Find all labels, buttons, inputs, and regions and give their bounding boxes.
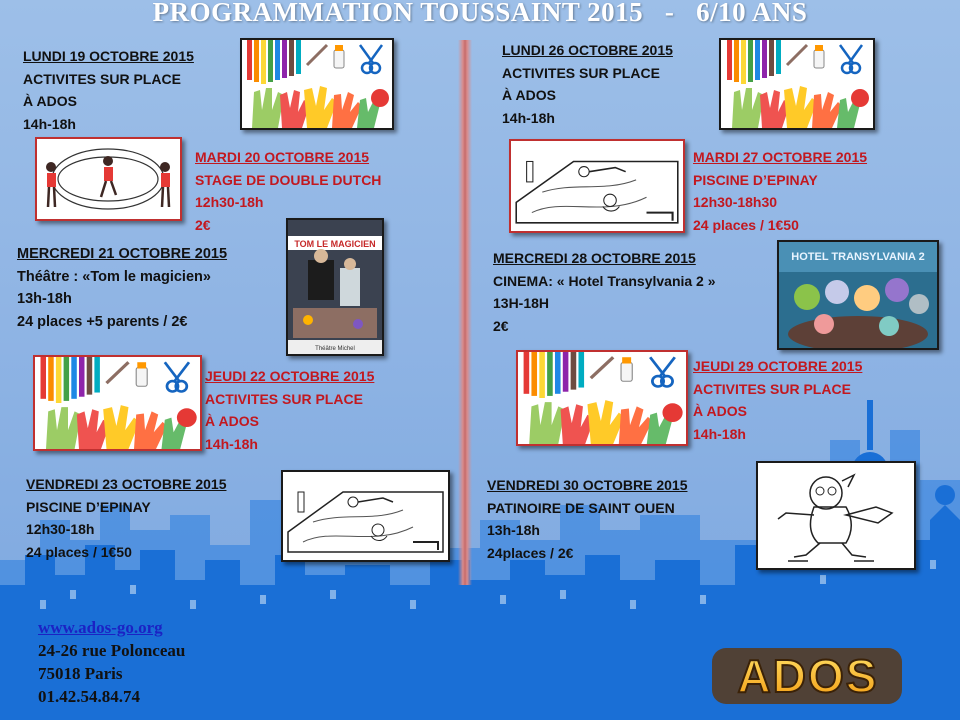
event-hours: 13h-18h [487, 522, 540, 538]
event-activity: ACTIVITES SUR PLACE [23, 70, 181, 87]
event-mardi-27 [693, 146, 867, 236]
event-activity: PATINOIRE DE SAINT OUEN [487, 499, 675, 516]
website-link[interactable]: www.ados-go.org [38, 618, 163, 637]
event-price: 24places / 2€ [487, 544, 574, 561]
event-lundi-19 [23, 45, 194, 135]
event-price: 2€ [493, 317, 509, 334]
event-hours: 12h30-18h [195, 194, 264, 210]
arts-crafts-image [240, 38, 394, 130]
event-mercredi-28 [493, 247, 716, 337]
event-activity: PISCINE D’EPINAY [693, 171, 818, 188]
arts-crafts-image [719, 38, 875, 130]
event-day: LUNDI 19 OCTOBRE 2015 [23, 48, 194, 64]
logo-text: ADOS [737, 650, 879, 702]
event-activity: PISCINE D’EPINAY [26, 498, 151, 515]
event-hours: 13h-18h [17, 291, 72, 307]
event-location: À ADOS [693, 403, 747, 419]
event-jeudi-22 [205, 365, 374, 455]
page-title: PROGRAMMATION TOUSSAINT 2015 - 6/10 ANS [152, 0, 808, 27]
event-mercredi-21 [17, 243, 227, 333]
event-day: MARDI 20 OCTOBRE 2015 [195, 149, 370, 165]
event-activity: STAGE DE DOUBLE DUTCH [195, 171, 382, 188]
double-dutch-image [35, 137, 182, 221]
event-hours: 12h30-18h [26, 521, 95, 537]
event-price: 2€ [195, 216, 211, 233]
ados-logo [708, 642, 908, 708]
event-price: 24 places +5 parents / 2€ [17, 313, 188, 330]
address-street: 24-26 rue Polonceau [38, 641, 186, 660]
event-hours: 13H-18H [493, 295, 550, 311]
event-location: À ADOS [23, 93, 77, 109]
event-vendredi-30 [487, 474, 687, 564]
event-day: VENDREDI 30 OCTOBRE 2015 [487, 477, 688, 493]
event-day: MERCREDI 21 OCTOBRE 2015 [17, 246, 228, 262]
contact-info [38, 616, 185, 708]
event-hours: 14h-18h [502, 109, 555, 126]
event-activity: ACTIVITES SUR PLACE [205, 390, 363, 407]
event-hours: 12h30-18h30 [693, 194, 778, 210]
event-location: À ADOS [502, 87, 556, 103]
event-activity: CINEMA: « Hotel Transylvania 2 » [493, 272, 716, 289]
poster-title: TOM LE MAGICIEN [294, 239, 376, 249]
event-day: LUNDI 26 OCTOBRE 2015 [502, 42, 673, 58]
event-price: 24 places / 1€50 [26, 543, 132, 560]
event-activity: Théâtre : «Tom le magicien» [17, 268, 211, 285]
event-day: JEUDI 22 OCTOBRE 2015 [205, 368, 375, 384]
address-city: 75018 Paris [38, 664, 123, 683]
ice-skating-image [756, 461, 916, 570]
arts-crafts-image [33, 355, 202, 451]
event-vendredi-23 [26, 473, 226, 563]
event-hours: 14h-18h [23, 115, 76, 132]
event-jeudi-29 [693, 355, 862, 445]
phone-number: 01.42.54.84.74 [38, 687, 140, 706]
event-day: MERCREDI 28 OCTOBRE 2015 [493, 250, 696, 266]
event-day: MARDI 27 OCTOBRE 2015 [693, 149, 868, 165]
poster-venue: Théâtre Michel [315, 346, 355, 352]
event-day: JEUDI 29 OCTOBRE 2015 [693, 358, 863, 374]
poster-title: HOTEL TRANSYLVANIA 2 [791, 251, 925, 263]
event-location: À ADOS [205, 413, 259, 429]
swimming-pool-image [281, 470, 450, 562]
event-hours: 14h-18h [693, 425, 746, 442]
event-activity: ACTIVITES SUR PLACE [502, 64, 660, 81]
swimming-pool-image [509, 139, 685, 233]
event-lundi-26 [502, 39, 673, 129]
event-price: 24 places / 1€50 [693, 216, 799, 233]
column-divider [458, 40, 472, 585]
event-day: VENDREDI 23 OCTOBRE 2015 [26, 476, 227, 492]
event-activity: ACTIVITES SUR PLACE [693, 380, 851, 397]
tom-le-magicien-poster [286, 218, 384, 356]
hotel-transylvania-poster [777, 240, 939, 350]
arts-crafts-image [516, 350, 688, 446]
event-hours: 14h-18h [205, 435, 258, 452]
